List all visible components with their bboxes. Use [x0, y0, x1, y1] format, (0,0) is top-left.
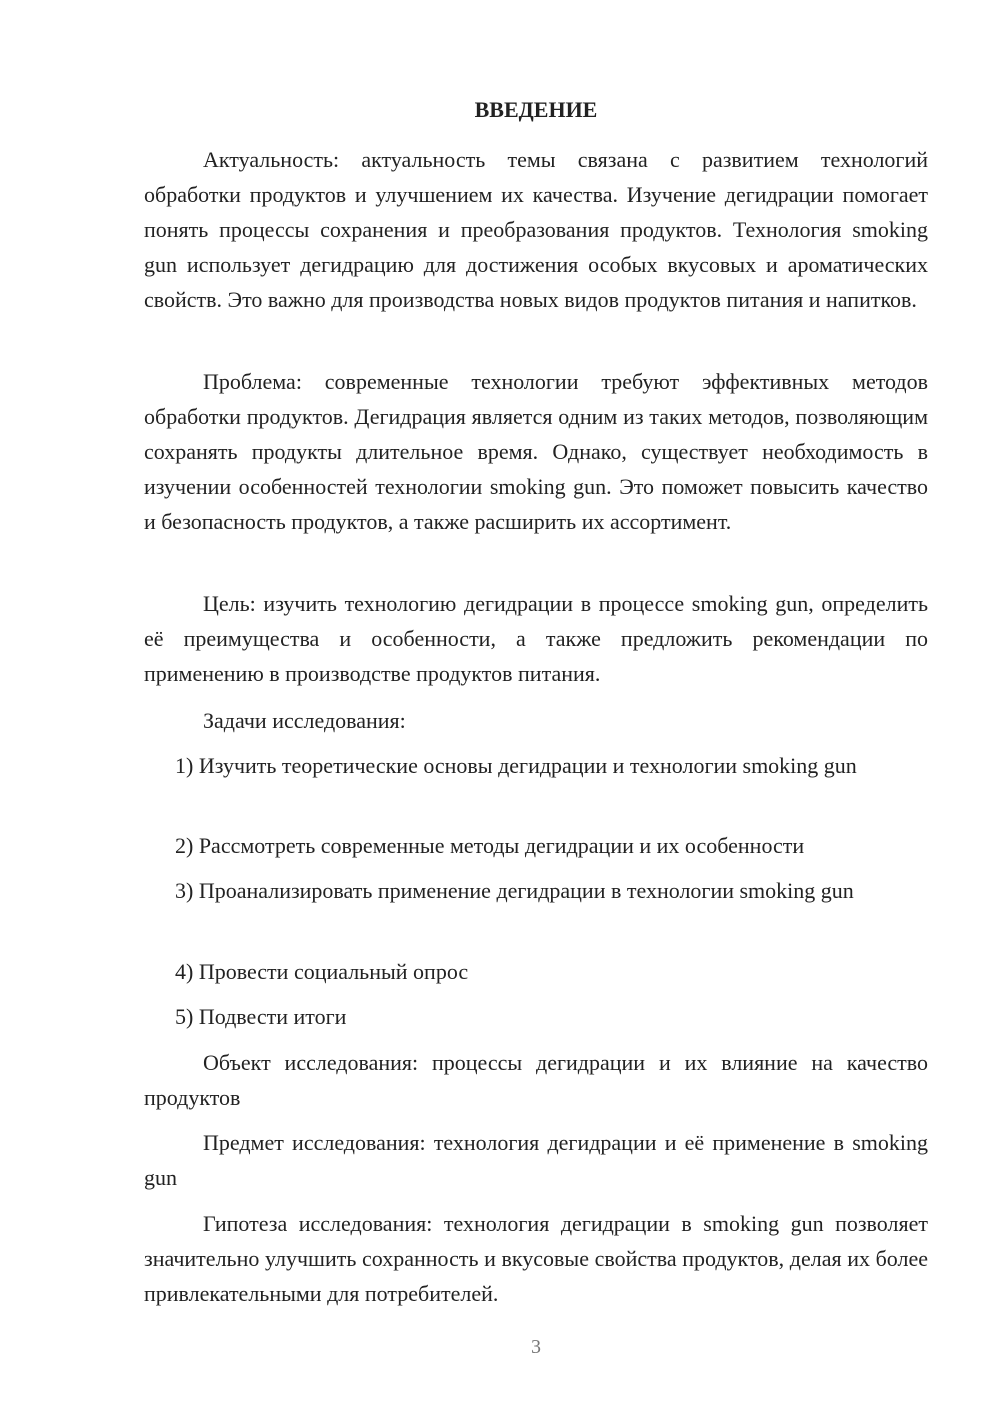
object-paragraph: Объект исследования: процессы дегидрации и их влияние на качество продуктов: [144, 1050, 928, 1110]
task-item-2: 2) Рассмотреть современные методы дегидрации и их особенности: [175, 833, 805, 858]
hypothesis-paragraph: Гипотеза исследования: технология дегидрации в smoking gun позволяет значительно улучшить сохранность и вкусовые свойства продуктов, делая их более привлекательными для потребителей.: [144, 1211, 928, 1306]
task-item-5: 5) Подвести итоги: [175, 1004, 347, 1029]
task-item-4: 4) Провести социальный опрос: [175, 959, 469, 984]
problem-paragraph: Проблема: современные технологии требуют эффективных методов обработки продуктов. Дегидрация является одним из таких методов, позволяющим сохранять продукты длительное время. Однако, существует необходимость в изучении особенностей технологии smoking gun. Это поможет повысить качество и безопасность продуктов, а также расширить их ассортимент.: [144, 369, 928, 534]
task-item-1: 1) Изучить теоретические основы дегидрации и технологии smoking gun: [175, 753, 857, 778]
task-item-3: 3) Проанализировать применение дегидрации в технологии smoking gun: [175, 878, 854, 903]
page-number: 3: [531, 1336, 541, 1358]
relevance-paragraph: Актуальность: актуальность темы связана с развитием технологий обработки продуктов и улучшением их качества. Изучение дегидрации помогает понять процессы сохранения и преобразования продуктов. Технология smoking gun использует дегидрацию для достижения особых вкусовых и ароматических свойств. Это важно для производства новых видов продуктов питания и напитков.: [144, 147, 928, 312]
goal-paragraph: Цель: изучить технологию дегидрации в процессе smoking gun, определить её преимущества и особенности, а также предложить рекомендации по применению в производстве продуктов питания.: [144, 591, 928, 686]
page-title: ВВЕДЕНИЕ: [474, 97, 598, 122]
tasks-heading: Задачи исследования:: [203, 708, 406, 733]
subject-paragraph: Предмет исследования: технология дегидрации и её применение в smoking gun: [144, 1130, 928, 1190]
